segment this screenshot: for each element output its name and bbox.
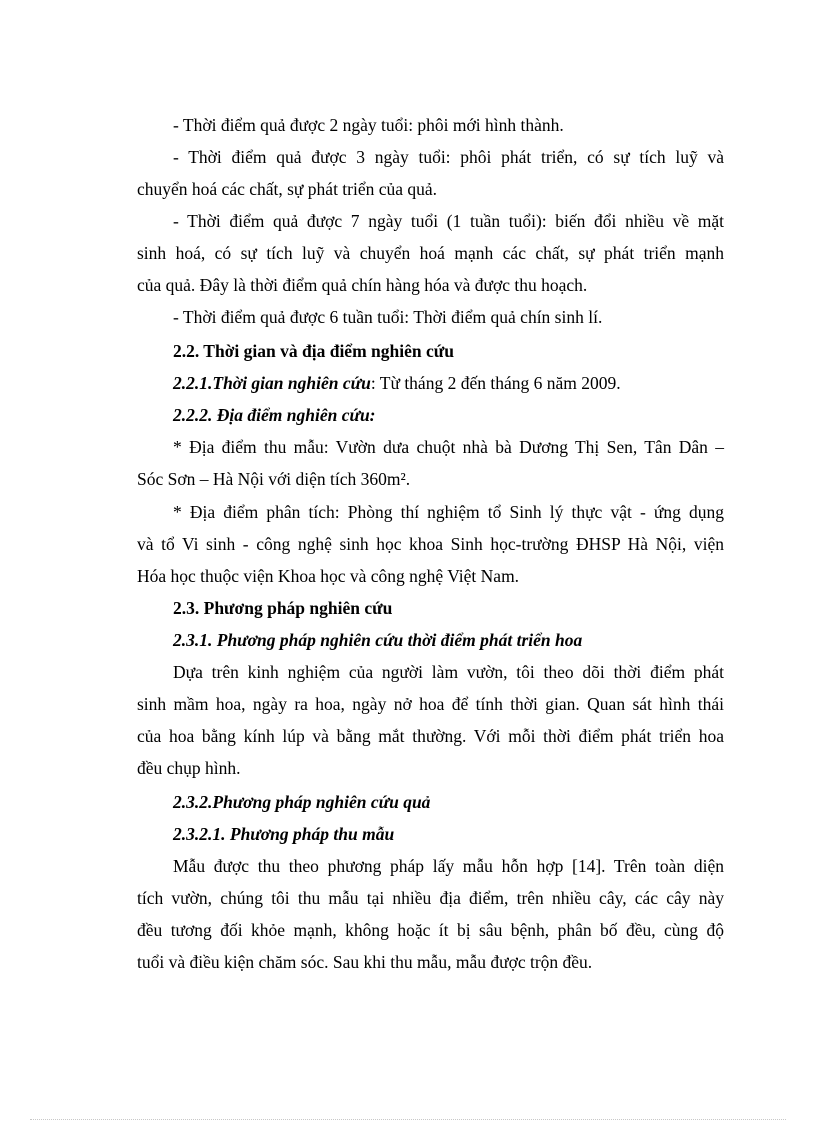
paragraph-line: chuyển hoá các chất, sự phát triển của quả. — [137, 179, 438, 199]
paragraph-line: - Thời điểm quả được 7 ngày tuổi (1 tuần tuổi): biến đổi nhiều về mặt — [173, 211, 724, 231]
paragraph-line: - Thời điểm quả được 3 ngày tuổi: phôi phát triển, có sự tích luỹ và — [173, 147, 724, 167]
paragraph-line: - Thời điểm quả được 2 ngày tuổi: phôi mới hình thành. — [173, 115, 564, 135]
paragraph-line: của quả. Đây là thời điểm quả chín hàng hóa và được thu hoạch. — [137, 275, 588, 295]
paragraph-line: Dựa trên kinh nghiệm của người làm vườn, tôi theo dõi thời điểm phát — [173, 662, 724, 682]
paragraph-line: - Thời điểm quả được 6 tuần tuổi: Thời điểm quả chín sinh lí. — [173, 307, 603, 327]
paragraph-line: của hoa bằng kính lúp và bằng mắt thường. Với mỗi thời điểm phát triển hoa — [137, 726, 724, 746]
page-bottom-divider — [30, 1119, 786, 1120]
paragraph-line: * Địa điểm thu mẫu: Vườn dưa chuột nhà bà Dương Thị Sen, Tân Dân – — [173, 437, 724, 457]
subsection-heading-2-3-2: 2.3.2.Phương pháp nghiên cứu quả — [173, 792, 431, 812]
subsection-heading-2-2-2: 2.2.2. Địa điểm nghiên cứu: — [173, 405, 376, 425]
paragraph-line: và tổ Vi sinh - công nghệ sinh học khoa Sinh học-trường ĐHSP Hà Nội, viện — [137, 534, 724, 554]
subsection-label: 2.2.1.Thời gian nghiên cứu — [173, 373, 371, 393]
paragraph-line: tuổi và điều kiện chăm sóc. Sau khi thu mẫu, mẫu được trộn đều. — [137, 952, 593, 972]
section-heading-2-3: 2.3. Phương pháp nghiên cứu — [173, 598, 393, 618]
subsection-heading-2-3-2-1: 2.3.2.1. Phương pháp thu mẫu — [173, 824, 395, 844]
paragraph-line: đều tương đối khỏe mạnh, không hoặc ít bị sâu bệnh, phân bố đều, cùng độ — [137, 920, 724, 940]
subsection-heading-2-3-1: 2.3.1. Phương pháp nghiên cứu thời điểm phát triển hoa — [173, 630, 583, 650]
paragraph-line: * Địa điểm phân tích: Phòng thí nghiệm tổ Sinh lý thực vật - ứng dụng — [173, 502, 724, 522]
paragraph-line: sinh hoá, có sự tích luỹ và chuyển hoá mạnh các chất, sự phát triển mạnh — [137, 243, 724, 263]
paragraph-line: Sóc Sơn – Hà Nội với diện tích 360m². — [137, 469, 411, 489]
paragraph-line: sinh mầm hoa, ngày ra hoa, ngày nở hoa để tính thời gian. Quan sát hình thái — [137, 694, 724, 714]
section-heading-2-2: 2.2. Thời gian và địa điểm nghiên cứu — [173, 341, 454, 361]
subsection-text: : Từ tháng 2 đến tháng 6 năm 2009. — [370, 373, 621, 393]
paragraph-line: Hóa học thuộc viện Khoa học và công nghệ Việt Nam. — [137, 566, 520, 586]
paragraph-line: đều chụp hình. — [137, 758, 241, 778]
paragraph-line: tích vườn, chúng tôi thu mẫu tại nhiều địa điểm, trên nhiều cây, các cây này — [137, 888, 724, 908]
subsection-heading-2-2-1 — [173, 367, 621, 399]
paragraph-line: Mẫu được thu theo phương pháp lấy mẫu hỗn hợp [14]. Trên toàn diện — [173, 856, 724, 876]
